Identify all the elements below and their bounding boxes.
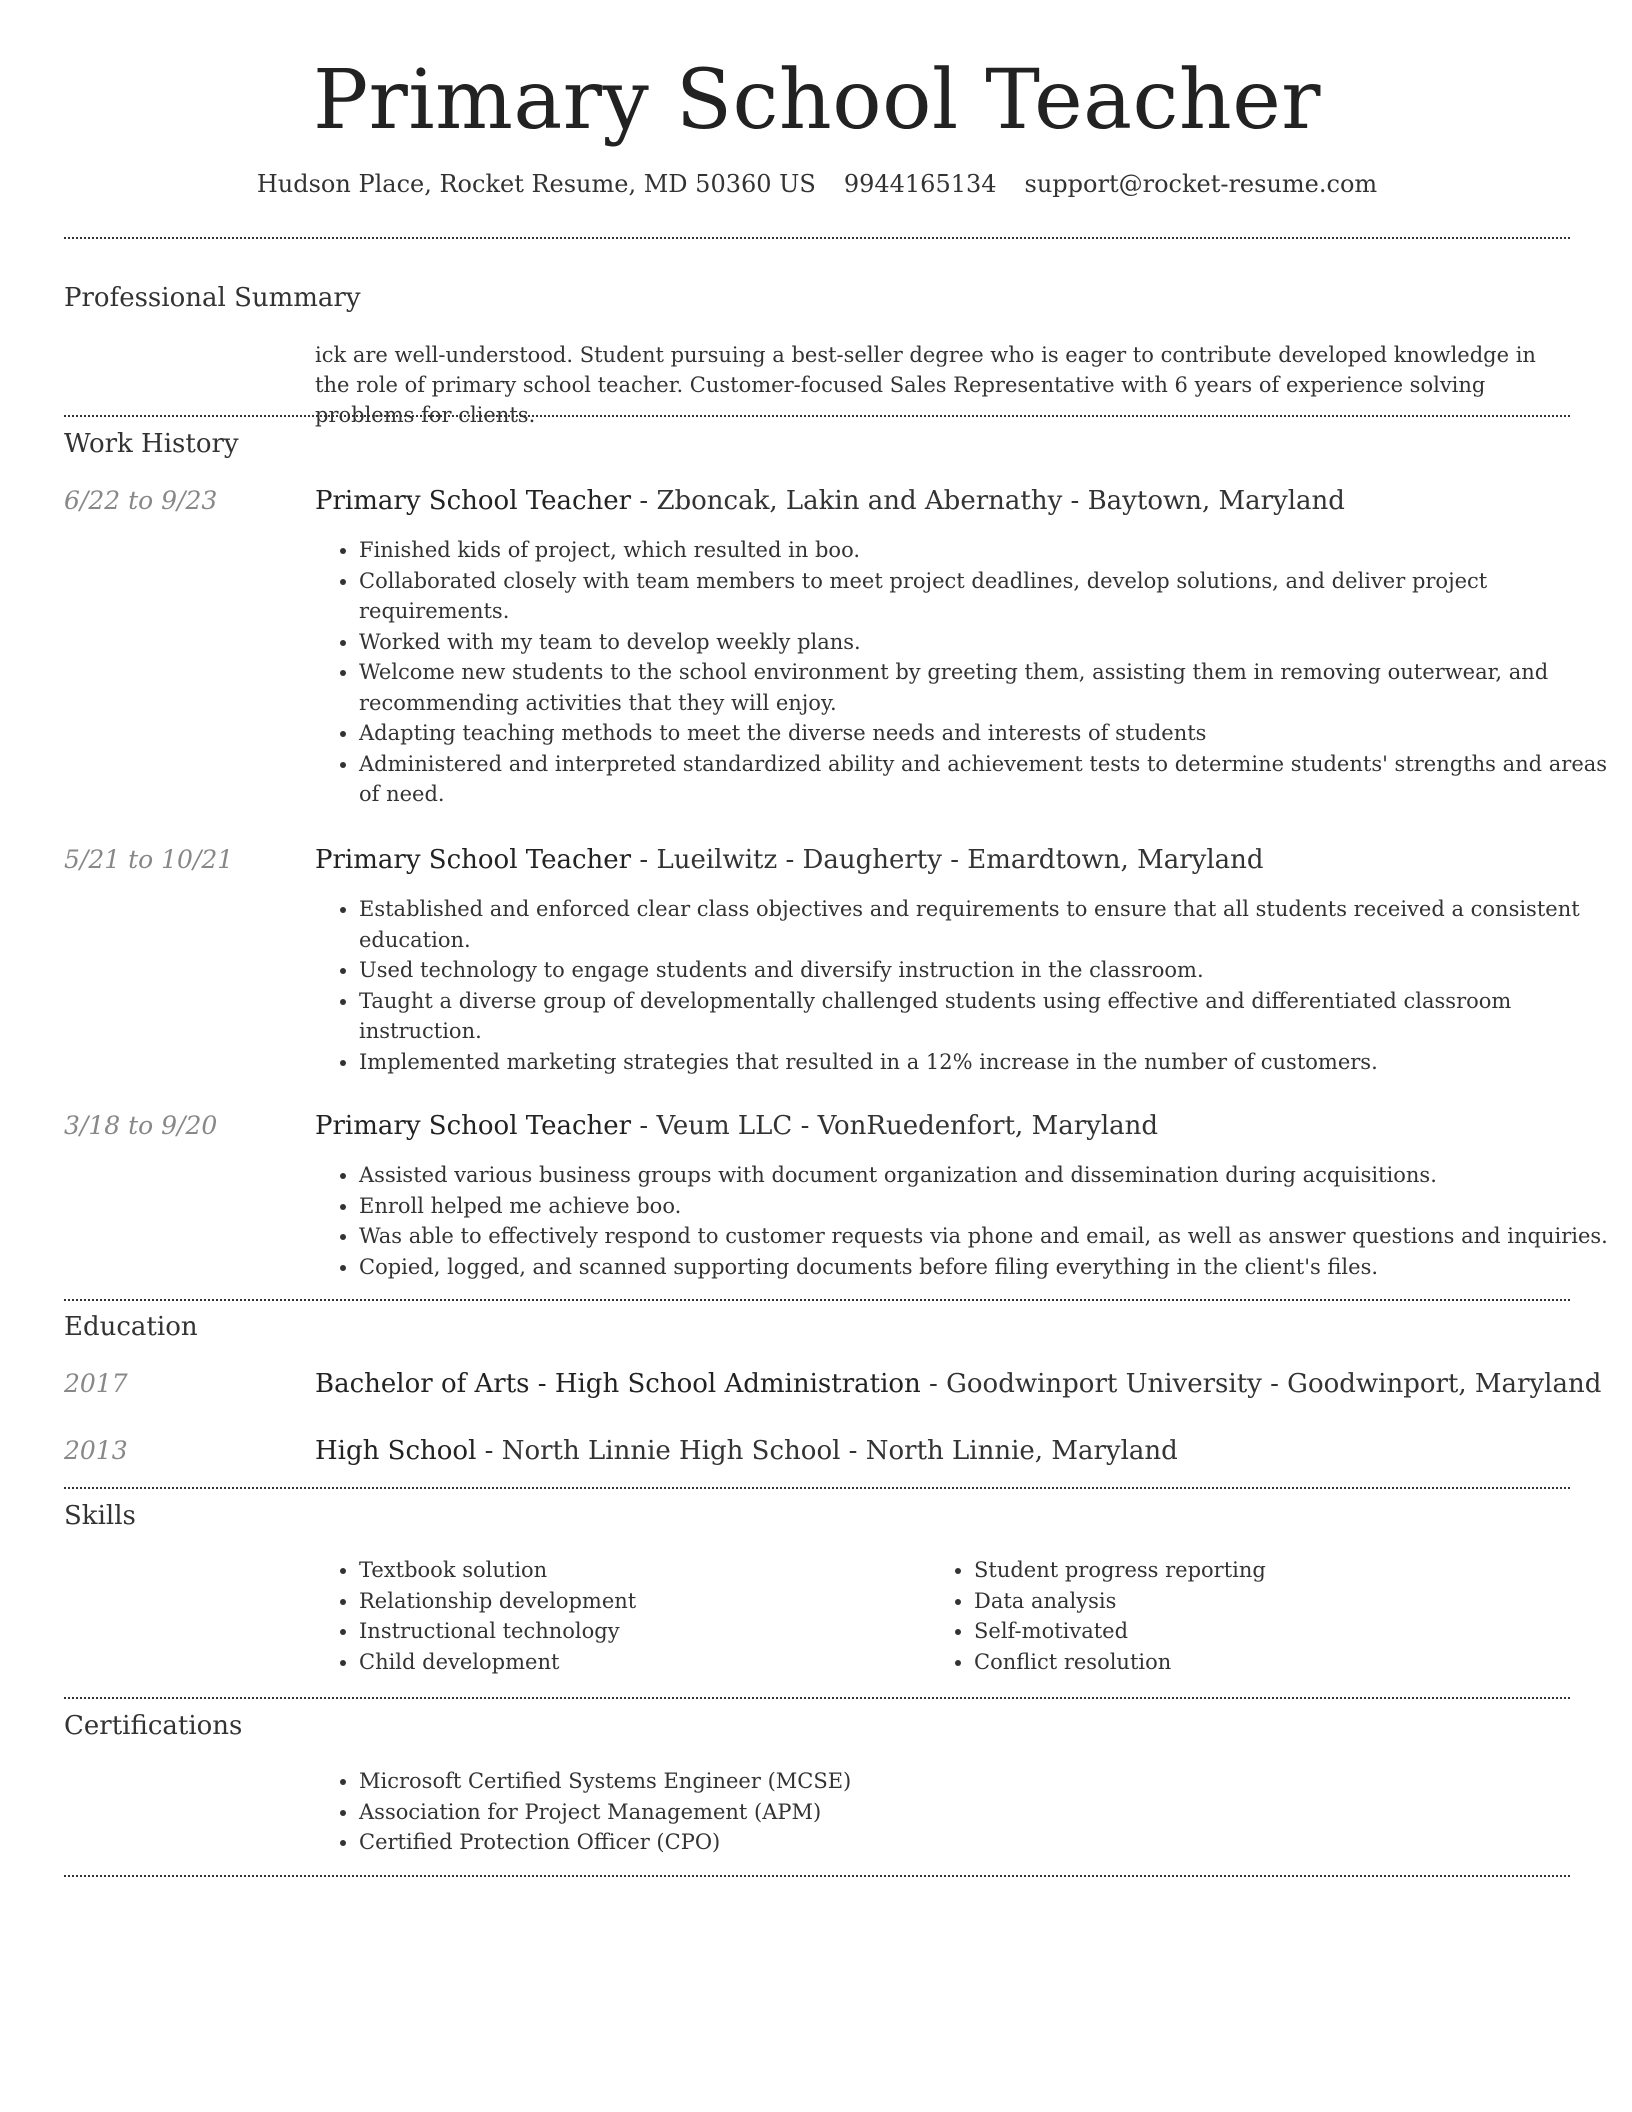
education-heading: Education <box>64 1312 198 1342</box>
list-item: • Microsoft Certified Systems Engineer (MCSE) <box>359 1766 1614 1797</box>
list-item: • Instructional technology <box>359 1616 919 1647</box>
list-item: • Adapting teaching methods to meet the diverse needs and interests of students <box>359 718 1614 749</box>
job-dates: 5/21 to 10/21 <box>64 845 234 874</box>
job-details: - Lueilwitz - Daugherty - Emardtown, Maryland <box>631 845 1264 875</box>
contact-phone: 9944165134 <box>843 170 997 198</box>
job-role: Primary School Teacher <box>315 486 632 516</box>
skills-list-left <box>315 1555 919 1677</box>
list-item: • Assisted various business groups with document organization and dissemination during acquisitions. <box>359 1160 1614 1191</box>
list-item: • Established and enforced clear class objectives and requirements to ensure that all students received a consistent education. <box>359 894 1614 955</box>
section-divider <box>64 1875 1570 1877</box>
section-divider <box>64 1487 1570 1489</box>
certifications-list <box>315 1766 1614 1858</box>
list-item: • Enroll helped me achieve boo. <box>359 1191 1614 1222</box>
job-dates: 3/18 to 9/20 <box>64 1111 218 1140</box>
list-item: • Worked with my team to develop weekly plans. <box>359 627 1614 658</box>
certifications-heading: Certifications <box>64 1711 243 1741</box>
list-item: • Collaborated closely with team members to meet project deadlines, develop solutions, and deliver project requirements. <box>359 566 1614 627</box>
contact-email: support@rocket-resume.com <box>1024 170 1378 198</box>
education-details: - North Linnie High School - North Linnie, Maryland <box>476 1436 1178 1466</box>
skills-list-right <box>930 1555 1534 1677</box>
job-bullets <box>315 1160 1614 1282</box>
job-details: - Zboncak, Lakin and Abernathy - Baytown, Maryland <box>631 486 1345 516</box>
list-item: • Welcome new students to the school environment by greeting them, assisting them in removing outerwear, and recommending activities that they will enjoy. <box>359 657 1614 718</box>
section-divider <box>64 1697 1570 1699</box>
list-item: • Conflict resolution <box>974 1647 1534 1678</box>
work-history-heading: Work History <box>64 429 239 459</box>
job-title <box>315 1110 1570 1142</box>
list-item: • Student progress reporting <box>974 1555 1534 1586</box>
list-item: • Was able to effectively respond to customer requests via phone and email, as well as answer questions and inquiries. <box>359 1221 1614 1252</box>
list-item: • Administered and interpreted standardized ability and achievement tests to determine students' strengths and areas of need. <box>359 749 1614 810</box>
job-title <box>315 485 1570 517</box>
list-item: • Association for Project Management (APM) <box>359 1797 1614 1828</box>
education-degree: Bachelor of Arts - High School Administration <box>315 1369 921 1399</box>
job-role: Primary School Teacher <box>315 845 632 875</box>
summary-text: ick are well-understood. Student pursuing a best-seller degree who is eager to contribute developed knowledge in the role of primary school teacher. Customer-focused Sales Representative with 6 years of experience solving problems for clients. <box>315 343 1536 427</box>
section-divider <box>64 237 1570 239</box>
summary-heading: Professional Summary <box>64 283 361 313</box>
education-entry <box>315 1435 1570 1467</box>
job-bullets <box>315 894 1614 1077</box>
section-divider <box>64 1299 1570 1301</box>
job-role: Primary School Teacher <box>315 1111 632 1141</box>
contact-line <box>64 168 1570 200</box>
job-bullets <box>315 535 1614 810</box>
list-item: • Data analysis <box>974 1586 1534 1617</box>
education-year: 2017 <box>64 1369 128 1398</box>
section-divider <box>64 415 1570 417</box>
job-dates: 6/22 to 9/23 <box>64 486 218 515</box>
skills-heading: Skills <box>64 1501 136 1531</box>
list-item: • Used technology to engage students and diversify instruction in the classroom. <box>359 955 1614 986</box>
list-item: • Implemented marketing strategies that resulted in a 12% increase in the number of customers. <box>359 1047 1614 1078</box>
education-entry <box>315 1368 1602 1400</box>
list-item: • Child development <box>359 1647 919 1678</box>
list-item: • Finished kids of project, which resulted in boo. <box>359 535 1614 566</box>
list-item: • Copied, logged, and scanned supporting documents before filing everything in the client's files. <box>359 1252 1614 1283</box>
list-item: • Taught a diverse group of developmentally challenged students using effective and differentiated classroom instruction. <box>359 986 1614 1047</box>
list-item: • Textbook solution <box>359 1555 919 1586</box>
list-item: • Relationship development <box>359 1586 919 1617</box>
job-details: - Veum LLC - VonRuedenfort, Maryland <box>631 1111 1159 1141</box>
contact-address: Hudson Place, Rocket Resume, MD 50360 US <box>256 170 816 198</box>
job-title <box>315 844 1570 876</box>
list-item: • Self-motivated <box>974 1616 1534 1647</box>
list-item: • Certified Protection Officer (CPO) <box>359 1827 1614 1858</box>
resume-page <box>64 0 1608 1854</box>
education-degree: High School <box>315 1436 477 1466</box>
education-details: - Goodwinport University - Goodwinport, Maryland <box>920 1369 1602 1399</box>
education-year: 2013 <box>64 1436 128 1465</box>
candidate-name: Primary School Teacher <box>313 53 1321 148</box>
